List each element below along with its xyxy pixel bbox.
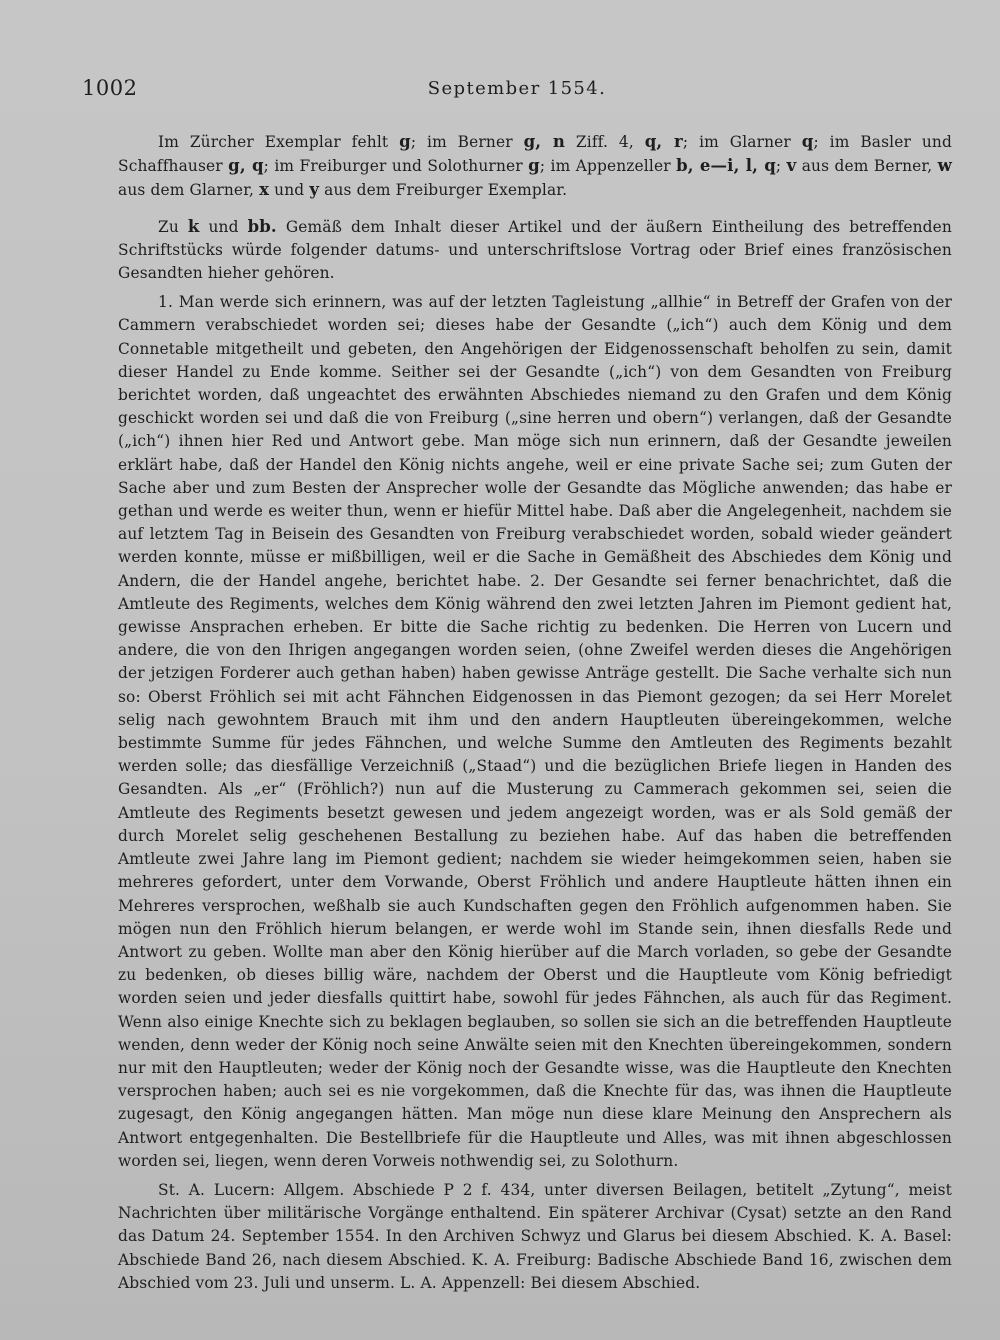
text-run: ; (775, 157, 787, 176)
text-run: ; im Freiburger und Solothurner (263, 157, 529, 176)
text-run: aus dem Freiburger Exemplar. (319, 181, 568, 200)
text-run: ; im Glarner (682, 133, 802, 151)
page-header (82, 76, 952, 106)
text-run: ; im Berner (410, 133, 524, 151)
text-run: ; im Basler und Schaffhauser (118, 133, 952, 176)
letter-ref: y (309, 180, 320, 200)
text-run: Im Zürcher Exemplar fehlt (158, 133, 400, 151)
paragraph-sources: St. A. Lucern: Allgem. Abschiede P 2 f. 434, unter diversen Beilagen, betitelt „Zytung“, meist Nachrichten über militärische Vorgänge enthaltend. Ein späterer Archivar (Cysat) setzte an den Rand das Datum 24. September 1554. In den Archiven Schwyz und Glarus bei diesem Abschied. K. A. Basel: Abschiede Band 26, nach diesem Abschied. K. A. Freiburg: Badische Abschiede Band 16, zwischen dem Abschied vom 23. Juli und unserm. L. A. Appenzell: Bei diesem Abschied. (118, 1180, 952, 1292)
body-text (118, 130, 952, 1295)
letter-ref: k (187, 216, 200, 236)
letter-ref: g (528, 156, 540, 176)
letter-ref: g, n (523, 132, 566, 151)
letter-ref: v (786, 156, 797, 176)
letter-ref: bb. (247, 216, 277, 236)
letter-ref: w (937, 156, 952, 176)
text-run: Zu (158, 217, 188, 236)
letter-ref: g (399, 132, 411, 151)
text-run: aus dem Berner, (796, 157, 938, 176)
running-title: September 1554. (427, 78, 607, 99)
paragraph-intro (118, 215, 952, 286)
text-run: Gemäß dem Inhalt dieser Artikel und der äußern Eintheilung des betreffenden Schriftstücks würde folgender datums- und unterschriftslose Vortrag oder Brief eines französischen Gesandten hieher gehören. (118, 217, 952, 283)
paragraph-exemplar-notes (118, 130, 952, 203)
letter-ref: q, r (644, 132, 683, 151)
paragraph-letter: 1. Man werde sich erinnern, was auf der letzten Tagleistung „allhie“ in Betreff der Grafen von der Cammern verabschiedet worden sei; dieses habe der Gesandte („ich“) auch dem König und dem Connetable mitgetheilt und gebeten, den Angehörigen der Eidgenossenschaft beholfen zu sein, damit dieser Handel zu Ende komme. Seither sei der Gesandte („ich“) von dem Gesandten von Freiburg berichtet worden, daß ungeachtet des erwähnten Abschiedes niemand zu den Grafen und dem König geschickt worden sei und daß die von Freiburg („sine herren und obern“) verlangen, daß der Gesandte („ich“) ihnen hier Red und Antwort gebe. Man möge sich nun erinnern, daß der Gesandte jeweilen erklärt habe, daß der Handel den König nichts angehe, weil er eine private Sache sei; zum Guten der Sache aber und zum Besten der Ansprecher wolle der Gesandte das Mögliche anwenden; das habe er gethan und werde es weiter thun, wenn er hiefür Mittel habe. Daß aber die Angelegenheit, nachdem sie auf letztem Tag in Beisein des Gesandten von Freiburg verabschiedet worden, sobald wieder geändert werden konnte, müsse er mißbilligen, weil er die Sache in Gemäßheit des Abschiedes dem König und Andern, die der Handel angehe, berichtet habe. 2. Der Gesandte sei ferner benachrichtet, daß die Amtleute des Regiments, welches dem König während den zwei letzten Jahren im Piemont gedient hat, gewisse Ansprachen erheben. Er bitte die Sache richtig zu bedenken. Die Herren von Lucern und andere, die von den Ihrigen angegangen worden seien, (ohne Zweifel werden dieses die Angehörigen der jetzigen Forderer auch gethan haben) haben gewisse Anträge gestellt. Die Sache verhalte sich nun so: Oberst Fröhlich sei mit acht Fähnchen Eidgenossen in das Piemont gezogen; da sei Herr Morelet selig nach gewohntem Brauch mit ihm und den andern Hauptleuten übereingekommen, welche bestimmte Summe für jedes Fähnchen, und welche Summe den Amtleuten des Regiments bezahlt werden solle; das diesfällige Verzeichniß („Staad“) und die bezüglichen Briefe liegen in Handen des Gesandten. Als „er“ (Fröhlich?) nun auf die Musterung zu Cammerach gekommen sei, seien die Amtleute des Regiments besetzt gewesen und jedem angezeigt worden, was er als Sold gemäß der durch Morelet selig geschehenen Bestallung zu beziehen habe. Auf das haben die betreffenden Amtleute zwei Jahre lang im Piemont gedient; nachdem sie wieder heimgekommen seien, haben sie mehreres gefordert, unter dem Vorwande, Oberst Fröhlich und andere Hauptleute hätten ihnen ein Mehreres versprochen, weßhalb sie auch Kundschaften gegen den Fröhlich aufgenommen haben. Sie mögen nun den Fröhlich hierum belangen, er werde wohl im Stande sein, ihnen diesfalls Rede und Antwort zu geben. Wollte man aber den König hierüber auf die March vorladen, so gebe der Gesandte zu bedenken, ob dieses billig wäre, nachdem der Oberst und die Hauptleute vom König befriedigt worden seien und jeder diesfalls quittirt habe, sowohl für jedes Fähnchen, als auch für das Regiment. Wenn also einige Knechte sich zu beklagen beglauben, so sollen sie sich an die betreffenden Hauptleute wenden, denn weder der König noch seine Anwälte seien mit den Knechten übereingekommen, sondern nur mit den Hauptleuten; weder der König noch der Gesandte wisse, was die Hauptleute den Knechten versprochen haben; auch sei es nie vorgekommen, daß die Knechte für das, was ihnen die Hauptleute zugesagt, den König angegangen hätten. Man möge nun diese klare Meinung den Ansprechern als Antwort entgegenhalten. Die Bestellbriefe für die Hauptleute und Alles, was mit ihnen abgeschlossen worden sei, liegen, wenn deren Vorweis nothwendig sei, zu Solothurn. (118, 293, 952, 1170)
text-run: ; im Appenzeller (539, 157, 677, 176)
text-run: und (199, 217, 248, 236)
letter-ref: q (801, 132, 814, 151)
letter-ref: b, e—i, l, q (676, 156, 776, 176)
letter-ref: x (259, 180, 270, 200)
page-number: 1002 (82, 76, 138, 100)
text-run: und (269, 181, 310, 200)
text-run: Ziff. 4, (565, 133, 645, 151)
text-run: aus dem Glarner, (118, 181, 260, 200)
letter-ref: g, q (228, 156, 264, 176)
